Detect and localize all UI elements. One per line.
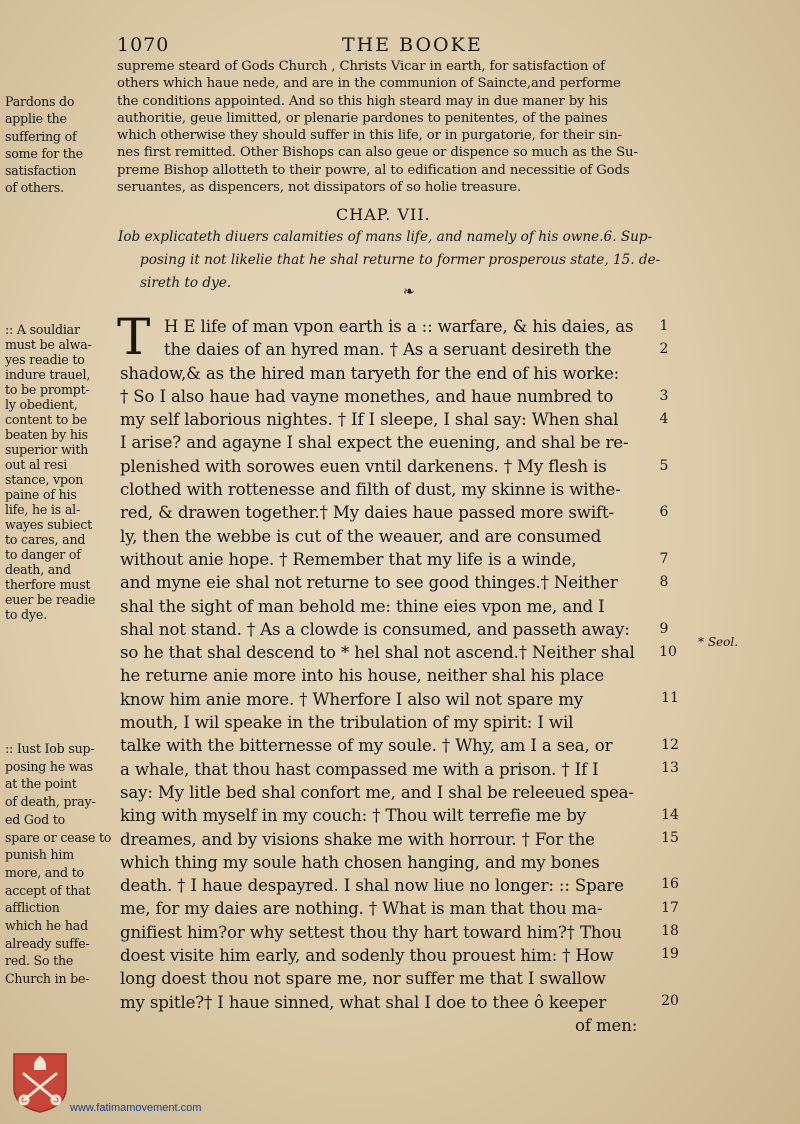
text-line: doest visite him early, and sodenly thou prouest him: † How <box>120 946 614 966</box>
verse-number: 19 <box>661 946 679 962</box>
intro-line: preme Bishop allotteth to their powre, al to edification and necessitie of Gods <box>117 162 630 178</box>
margin-line: spare or cease to <box>5 829 112 845</box>
margin-line: of others. <box>5 180 64 196</box>
margin-line: which he had <box>5 918 88 934</box>
text-line: the daies of an hyred man. † As a seruant desireth the <box>164 340 612 360</box>
margin-line: indure trauel, <box>5 367 91 382</box>
margin-note-souldiar <box>5 322 95 622</box>
margin-line: ed God to <box>5 811 66 827</box>
text-line: say: My litle bed shal confort me, and I shal be releeued spea- <box>120 782 634 802</box>
text-line: I arise? and agayne I shal expect the euening, and shal be re- <box>120 433 629 453</box>
text-line: know him anie more. † Wherfore I also wil not spare my <box>120 689 584 709</box>
running-title: THE BOOKE <box>342 34 483 56</box>
margin-reference-seol: * Seol. <box>698 635 739 649</box>
margin-line: death, and <box>5 562 71 577</box>
verse-number: 17 <box>661 900 679 916</box>
margin-line: euer be readie <box>5 592 96 607</box>
text-line: king with myself in my couch: † Thou wilt terrefie me by <box>120 806 586 826</box>
ornament-icon: ❧ <box>403 284 415 300</box>
text-line: plenished with sorowes euen vntil darkenens. † My flesh is <box>120 456 607 476</box>
main-text <box>120 315 637 1037</box>
margin-line: ly obedient, <box>5 397 78 412</box>
verse-number: 6 <box>659 504 669 520</box>
intro-line: which otherwise they should suffer in this life, or in purgatorie, for their sin- <box>117 128 622 144</box>
verse-number: 13 <box>661 760 679 776</box>
intro-line: authoritie, geue limitted, or plenarie pardones to penitentes, of the paines <box>117 110 608 126</box>
text-line: ly, then the webbe is cut of the weauer, and are consumed <box>120 526 602 546</box>
verse-number: 14 <box>661 807 679 823</box>
margin-line: accept of that <box>5 882 91 898</box>
margin-line: beaten by his <box>5 427 88 442</box>
text-line: my self laborious nightes. † If I sleepe, I shal say: When shal <box>120 410 619 430</box>
text-line: dreames, and by visions shake me with horrour. † For the <box>120 829 595 849</box>
text-line: gnifiest him?or why settest thou thy hart toward him?† Thou <box>120 922 622 942</box>
margin-line: posing he was <box>5 758 94 774</box>
margin-line: must be alwa- <box>5 337 92 352</box>
intro-paragraph <box>117 58 638 196</box>
text-line: a whale, that thou hast compassed me with a prison. † If I <box>120 759 599 779</box>
chapter-title: CHAP. VII. <box>336 205 431 224</box>
margin-line: :: A souldiar <box>5 322 80 337</box>
margin-line: Church in be- <box>5 971 90 987</box>
footer-website-link[interactable]: www.fatimamovement.com <box>70 1102 202 1114</box>
text-line: which thing my soule hath chosen hanging, and my bones <box>120 852 600 872</box>
margin-line: applie the <box>5 111 67 127</box>
margin-line: superior with <box>5 442 89 457</box>
text-line: and myne eie shal not returne to see good thinges.† Neither <box>120 573 618 593</box>
text-line: † So I also haue had vayne monethes, and haue numbred to <box>120 386 614 406</box>
margin-line: suffering of <box>5 128 77 144</box>
margin-line: Pardons do <box>5 94 75 109</box>
margin-line: :: Iust Iob sup- <box>5 741 95 756</box>
text-line: my spitle?† I haue sinned, what shal I doe to thee ô keeper <box>120 992 607 1012</box>
text-line: talke with the bitternesse of my soule. † Why, am I a sea, or <box>120 736 613 756</box>
text-line: of men: <box>575 1015 638 1035</box>
chapter-argument <box>118 226 660 295</box>
text-line: he returne anie more into his house, neither shal his place <box>120 666 605 686</box>
keys-emblem-icon <box>12 1052 68 1114</box>
margin-line: at the point <box>5 776 77 792</box>
margin-line: satisfaction <box>5 163 77 179</box>
margin-line: some for the <box>5 145 83 161</box>
margin-line: affliction <box>5 900 60 916</box>
margin-line: yes readie to <box>5 352 85 367</box>
margin-line: red. So the <box>5 953 74 969</box>
margin-line: punish him <box>5 847 74 863</box>
verse-number: 12 <box>661 737 679 753</box>
text-line: red, & drawen together.† My daies haue passed more swift- <box>120 503 614 523</box>
margin-line: life, he is al- <box>5 502 81 517</box>
margin-line: to dye. <box>5 607 47 622</box>
verse-number: 18 <box>661 923 679 939</box>
margin-line: to cares, and <box>5 532 86 547</box>
verse-number: 16 <box>661 876 679 892</box>
text-line: death. † I haue despayred. I shal now liue no longer: :: Spare <box>120 876 624 896</box>
intro-line: the conditions appointed. And so this high steard may in due maner by his <box>117 93 608 109</box>
verse-number: 3 <box>659 388 669 404</box>
margin-line: more, and to <box>5 864 84 880</box>
margin-line: to be prompt- <box>5 382 90 397</box>
text-line: long doest thou not spare me, nor suffer me that I swallow <box>120 969 606 989</box>
intro-line: seruantes, as dispencers, not dissipators of so holie treasure. <box>117 180 522 196</box>
verse-number: 2 <box>659 341 669 357</box>
text-line: me, for my daies are nothing. † What is man that thou ma- <box>120 899 603 919</box>
verse-number: 7 <box>659 551 669 567</box>
margin-line: already suffe- <box>5 935 90 951</box>
argument-line: sireth to dye. <box>140 275 232 291</box>
drop-cap: T <box>117 308 151 366</box>
intro-line: supreme steard of Gods Church , Christs Vicar in earth, for satisfaction of <box>117 59 605 74</box>
page-number: 1070 <box>117 34 170 56</box>
margin-line: stance, vpon <box>5 472 84 487</box>
verse-number: 5 <box>659 458 669 474</box>
text-line: without anie hope. † Remember that my life is a winde, <box>120 549 577 569</box>
margin-line: to danger of <box>5 547 81 562</box>
margin-line: wayes subiect <box>5 517 92 532</box>
verse-number: 1 <box>659 318 669 334</box>
verse-number: 8 <box>659 574 669 590</box>
text-line: shadow,& as the hired man taryeth for the end of his worke: <box>120 363 620 383</box>
intro-line: others which haue nede, and are in the communion of Saincte,and performe <box>117 76 621 92</box>
verse-number: 15 <box>661 830 679 846</box>
text-line: shal not stand. † As a clowde is consumed, and passeth away: <box>120 619 630 639</box>
margin-line: paine of his <box>5 487 77 502</box>
text-line: H E life of man vpon earth is a :: warfare, & his daies, as <box>164 317 634 336</box>
margin-note-iust-iob <box>5 740 111 988</box>
argument-line: Iob explicateth diuers calamities of mans life, and namely of his owne.6. Sup- <box>118 229 653 245</box>
margin-line: therfore must <box>5 577 91 592</box>
seal-logo <box>12 1052 68 1114</box>
verse-number: 4 <box>659 411 669 427</box>
text-line: clothed with rottenesse and filth of dust, my skinne is withe- <box>120 480 621 500</box>
verse-number: 10 <box>659 644 677 660</box>
intro-line: nes first remitted. Other Bishops can also geue or dispence so much as the Su- <box>117 145 638 161</box>
text-line: so he that shal descend to * hel shal not ascend.† Neither shal <box>120 643 635 663</box>
argument-line: posing it not likelie that he shal returne to former prosperous state, 15. de- <box>140 252 661 268</box>
margin-line: content to be <box>5 412 87 427</box>
text-line: shal the sight of man behold me: thine eies vpon me, and I <box>120 596 605 616</box>
text-line: mouth, I wil speake in the tribulation of my spirit: I wil <box>120 713 574 733</box>
verse-number: 9 <box>659 621 669 637</box>
verse-number: 11 <box>661 690 679 706</box>
margin-line: out al resi <box>5 457 68 472</box>
margin-note-pardons <box>5 93 83 197</box>
verse-number: 20 <box>661 993 679 1009</box>
margin-line: of death, pray- <box>5 794 96 810</box>
